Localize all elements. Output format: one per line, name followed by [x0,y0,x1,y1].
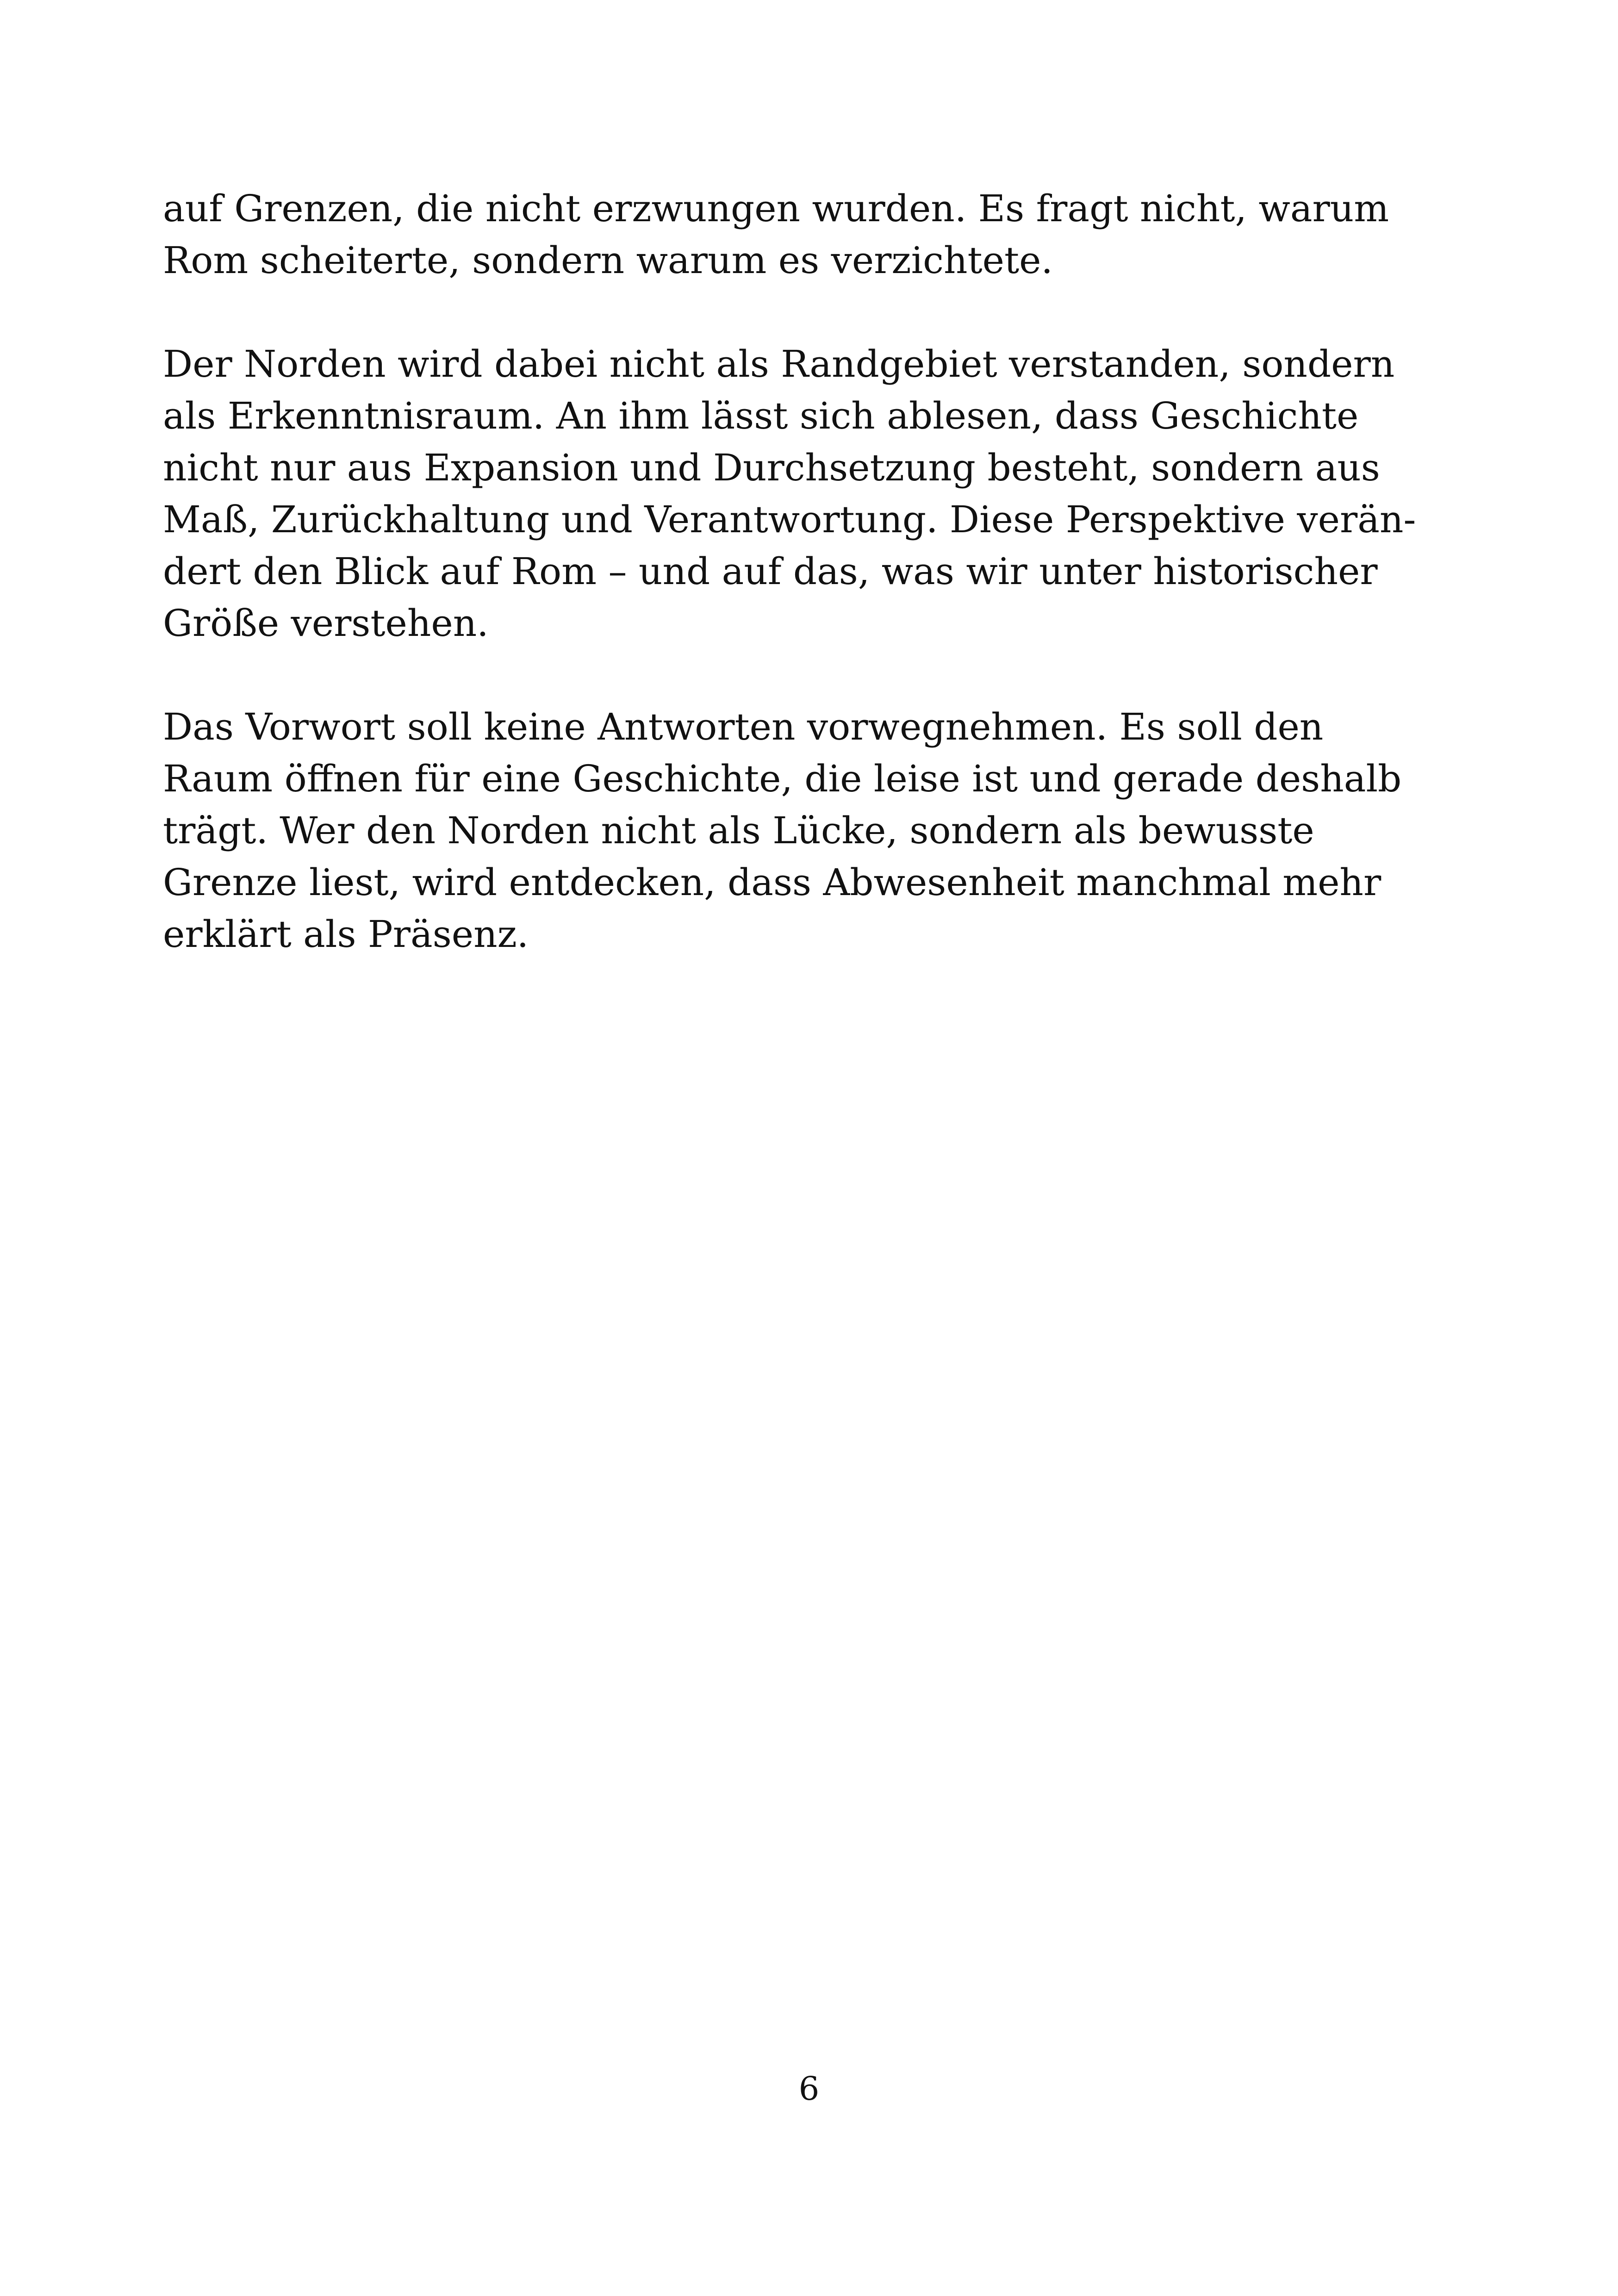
paragraph-1 [163,183,1459,286]
text-line: Rom scheiterte, sondern warum es verzichtete. [163,239,1053,282]
paragraph-3 [163,701,1459,960]
text-line: Größe verstehen. [163,602,489,645]
body-text [163,183,1459,1012]
page-number: 6 [798,2070,820,2108]
text-line: Raum öffnen für eine Geschichte, die leise ist und gerade deshalb [163,757,1402,800]
text-line: nicht nur aus Expansion und Durchsetzung besteht, sondern aus [163,446,1380,489]
text-line: dert den Blick auf Rom – und auf das, was wir unter historischer [163,550,1378,593]
text-line: Der Norden wird dabei nicht als Randgebiet verstanden, sondern [163,342,1395,386]
paragraph-2 [163,338,1459,649]
text-line: Das Vorwort soll keine Antworten vorwegnehmen. Es soll den [163,705,1324,748]
text-line: erklärt als Präsenz. [163,913,529,956]
text-line: trägt. Wer den Norden nicht als Lücke, sondern als bewusste [163,809,1314,852]
text-line: Maß, Zurückhaltung und Verantwortung. Diese Perspektive verän- [163,498,1416,541]
text-line: als Erkenntnisraum. An ihm lässt sich ablesen, dass Geschichte [163,394,1359,437]
text-line: auf Grenzen, die nicht erzwungen wurden. Es fragt nicht, warum [163,187,1389,230]
text-line: Grenze liest, wird entdecken, dass Abwesenheit manchmal mehr [163,861,1382,904]
